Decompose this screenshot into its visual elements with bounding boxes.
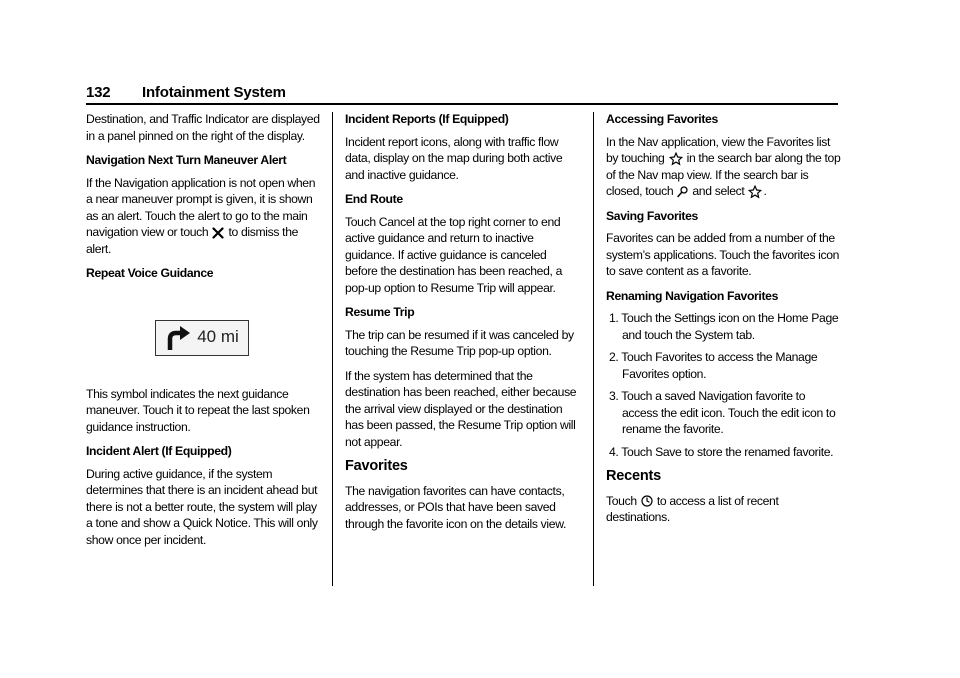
header-rule: [86, 103, 838, 105]
paragraph: In the Nav application, view the Favorites list by touching in the search bar along the top of the Nav map view. If the search bar is closed, touch and select .: [606, 134, 841, 198]
column-divider-2: [593, 112, 594, 586]
section-title: Infotainment System: [142, 84, 286, 101]
heading-end-route: End Route: [345, 192, 403, 206]
column-1: [86, 111, 322, 556]
list-item: 4. Touch Save to store the renamed favorite.: [609, 444, 834, 459]
paragraph: The navigation favorites can have contacts, addresses, or POIs that have been saved through the favorite icon on the details view.: [345, 483, 567, 531]
paragraph: The trip can be resumed if it was canceled by touching the Resume Trip pop-up option.: [345, 327, 574, 358]
heading-incident-reports: Incident Reports (If Equipped): [345, 112, 509, 126]
paragraph: This symbol indicates the next guidance maneuver. Touch it to repeat the last spoken guidance instruction.: [86, 386, 310, 434]
heading-saving-favorites: Saving Favorites: [606, 208, 698, 223]
renaming-steps-list: [606, 310, 842, 460]
paragraph: If the system has determined that the destination has been reached, either because the arrival view displayed or the destination has been passed, the Resume Trip option will not appear.: [345, 368, 577, 449]
heading-accessing-favorites: Accessing Favorites: [606, 112, 718, 126]
list-item: 2. Touch Favorites to access the Manage Favorites option.: [609, 350, 818, 381]
turn-right-arrow-icon: [165, 325, 191, 351]
paragraph: During active guidance, if the system determines that there is an incident ahead but there is not a better route, the system will play a tone and show a Quick Notice. This will only show once per incident.: [86, 466, 318, 547]
column-2: [345, 111, 581, 540]
page-number: 132: [86, 84, 111, 101]
next-maneuver-guidance-button[interactable]: [155, 320, 249, 356]
heading-repeat-voice-guidance: Repeat Voice Guidance: [86, 266, 214, 280]
column-divider-1: [332, 112, 333, 586]
heading-incident-alert: Incident Alert (If Equipped): [86, 444, 232, 458]
column-3: [606, 111, 842, 534]
star-outline-icon: [669, 152, 683, 166]
heading-renaming-favorites: Renaming Navigation Favorites: [606, 288, 779, 303]
search-icon: [677, 186, 688, 198]
paragraph: Favorites can be added from a number of the system’s applications. Touch the favorites icon to save content as a favorite.: [606, 231, 840, 278]
paragraph: Incident report icons, along with traffic flow data, display on the map during both active and inactive guidance.: [345, 134, 563, 182]
page-header: [86, 84, 838, 104]
paragraph: Touch to access a list of recent destinations.: [606, 493, 779, 524]
paragraph: Destination, and Traffic Indicator are displayed in a panel pinned on the right of the display.: [86, 112, 320, 143]
heading-resume-trip: Resume Trip: [345, 305, 415, 319]
paragraph: Touch Cancel at the top right corner to end active guidance and return to inactive guidance. If active guidance is canceled before the destination has been reached, a pop-up option to Resume Trip will appear.: [345, 214, 563, 295]
heading-next-turn-alert: Navigation Next Turn Maneuver Alert: [86, 153, 287, 167]
star-outline-icon: [748, 185, 762, 199]
heading-recents: Recents: [606, 468, 662, 484]
list-item: 1. Touch the Settings icon on the Home Page and touch the System tab.: [609, 311, 839, 342]
heading-favorites: Favorites: [345, 458, 408, 474]
list-item: 3. Touch a saved Navigation favorite to access the edit icon. Touch the edit icon to rename the favorite.: [609, 389, 836, 436]
paragraph: If the Navigation application is not open when a near maneuver prompt is given, it is shown as an alert. Touch the alert to go to the main navigation view or touch to dismiss the alert.: [86, 175, 316, 256]
clock-icon: [641, 495, 653, 507]
guidance-distance: 40 mi: [197, 327, 239, 347]
close-icon: [212, 227, 224, 239]
